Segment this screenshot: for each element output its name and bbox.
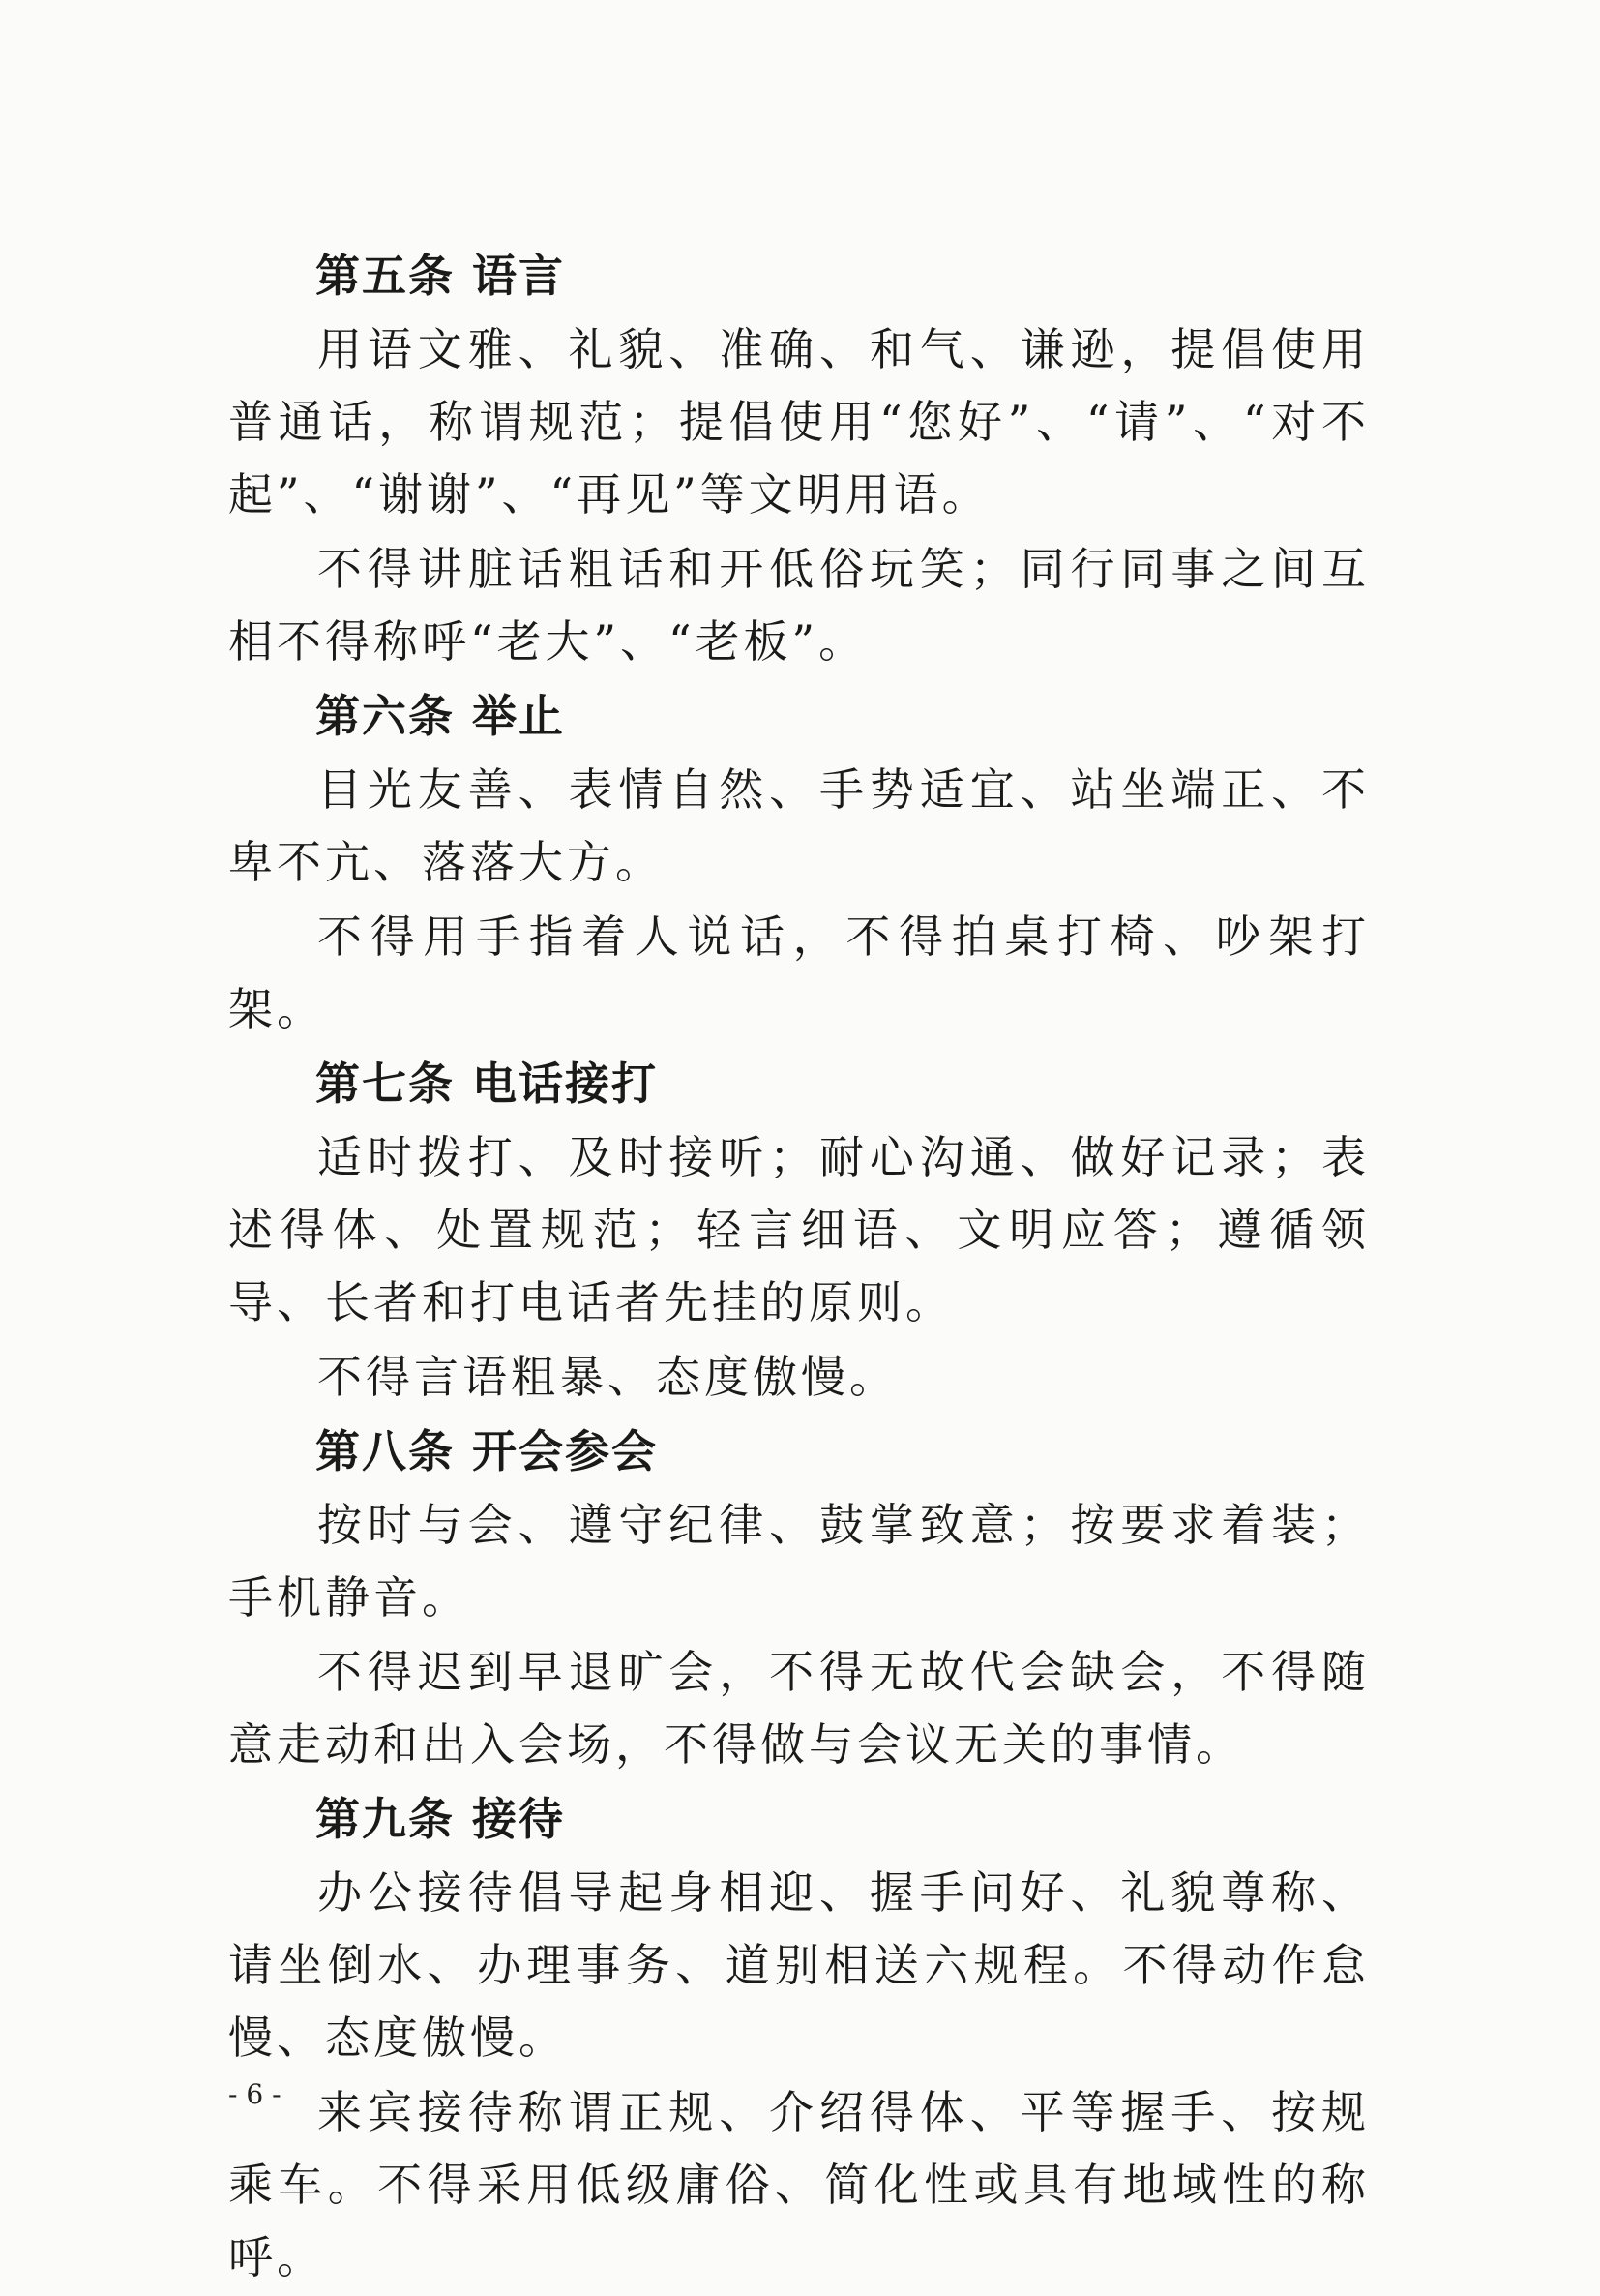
page-number: - 6 - (228, 2078, 281, 2110)
article-9-title: 第九条 接待 (315, 1793, 566, 1845)
article-6-paragraph-1: 目光友善、表情自然、手势适宜、站坐端正、不卑不亢、落落大方。 (228, 763, 1370, 888)
article-8-meetings (228, 1416, 1370, 1781)
article-9-paragraph-2: 来宾接待称谓正规、介绍得体、平等握手、按规乘车。不得采用低级庸俗、简化性或具有地域性的称呼。 (228, 2086, 1370, 2283)
article-7-title: 第七条 电话接打 (315, 1058, 659, 1110)
article-7-paragraph-1: 适时拨打、及时接听；耐心沟通、做好记录；表述得体、处置规范；轻言细语、文明应答；遵循领导、长者和打电话者先挂的原则。 (228, 1131, 1370, 1328)
article-5-paragraph-1: 用语文雅、礼貌、准确、和气、谦逊，提倡使用普通话，称谓规范；提倡使用“您好”、“请”、“对不起”、“谢谢”、“再见”等文明用语。 (228, 323, 1370, 521)
document-body (228, 240, 1370, 2296)
article-9-paragraph-1: 办公接待倡导起身相迎、握手问好、礼貌尊称、请坐倒水、办理事务、道别相送六规程。不得动作怠慢、态度傲慢。 (228, 1866, 1370, 2064)
article-5-language (228, 240, 1370, 678)
article-7-phone-calls (228, 1048, 1370, 1414)
article-5-title: 第五条 语言 (315, 250, 566, 302)
article-6-conduct (228, 680, 1370, 1046)
article-9-reception (228, 1783, 1370, 2294)
article-6-title: 第六条 举止 (315, 690, 566, 742)
article-5-paragraph-2: 不得讲脏话粗话和开低俗玩笑；同行同事之间互相不得称呼“老大”、“老板”。 (228, 543, 1370, 668)
article-8-paragraph-2: 不得迟到早退旷会，不得无故代会缺会，不得随意走动和出入会场，不得做与会议无关的事情。 (228, 1646, 1370, 1771)
article-8-paragraph-1: 按时与会、遵守纪律、鼓掌致意；按要求着装；手机静音。 (228, 1499, 1370, 1624)
article-6-paragraph-2: 不得用手指着人说话，不得拍桌打椅、吵架打架。 (228, 910, 1370, 1035)
article-7-paragraph-2: 不得言语粗暴、态度傲慢。 (317, 1351, 898, 1403)
article-8-title: 第八条 开会参会 (315, 1425, 659, 1477)
